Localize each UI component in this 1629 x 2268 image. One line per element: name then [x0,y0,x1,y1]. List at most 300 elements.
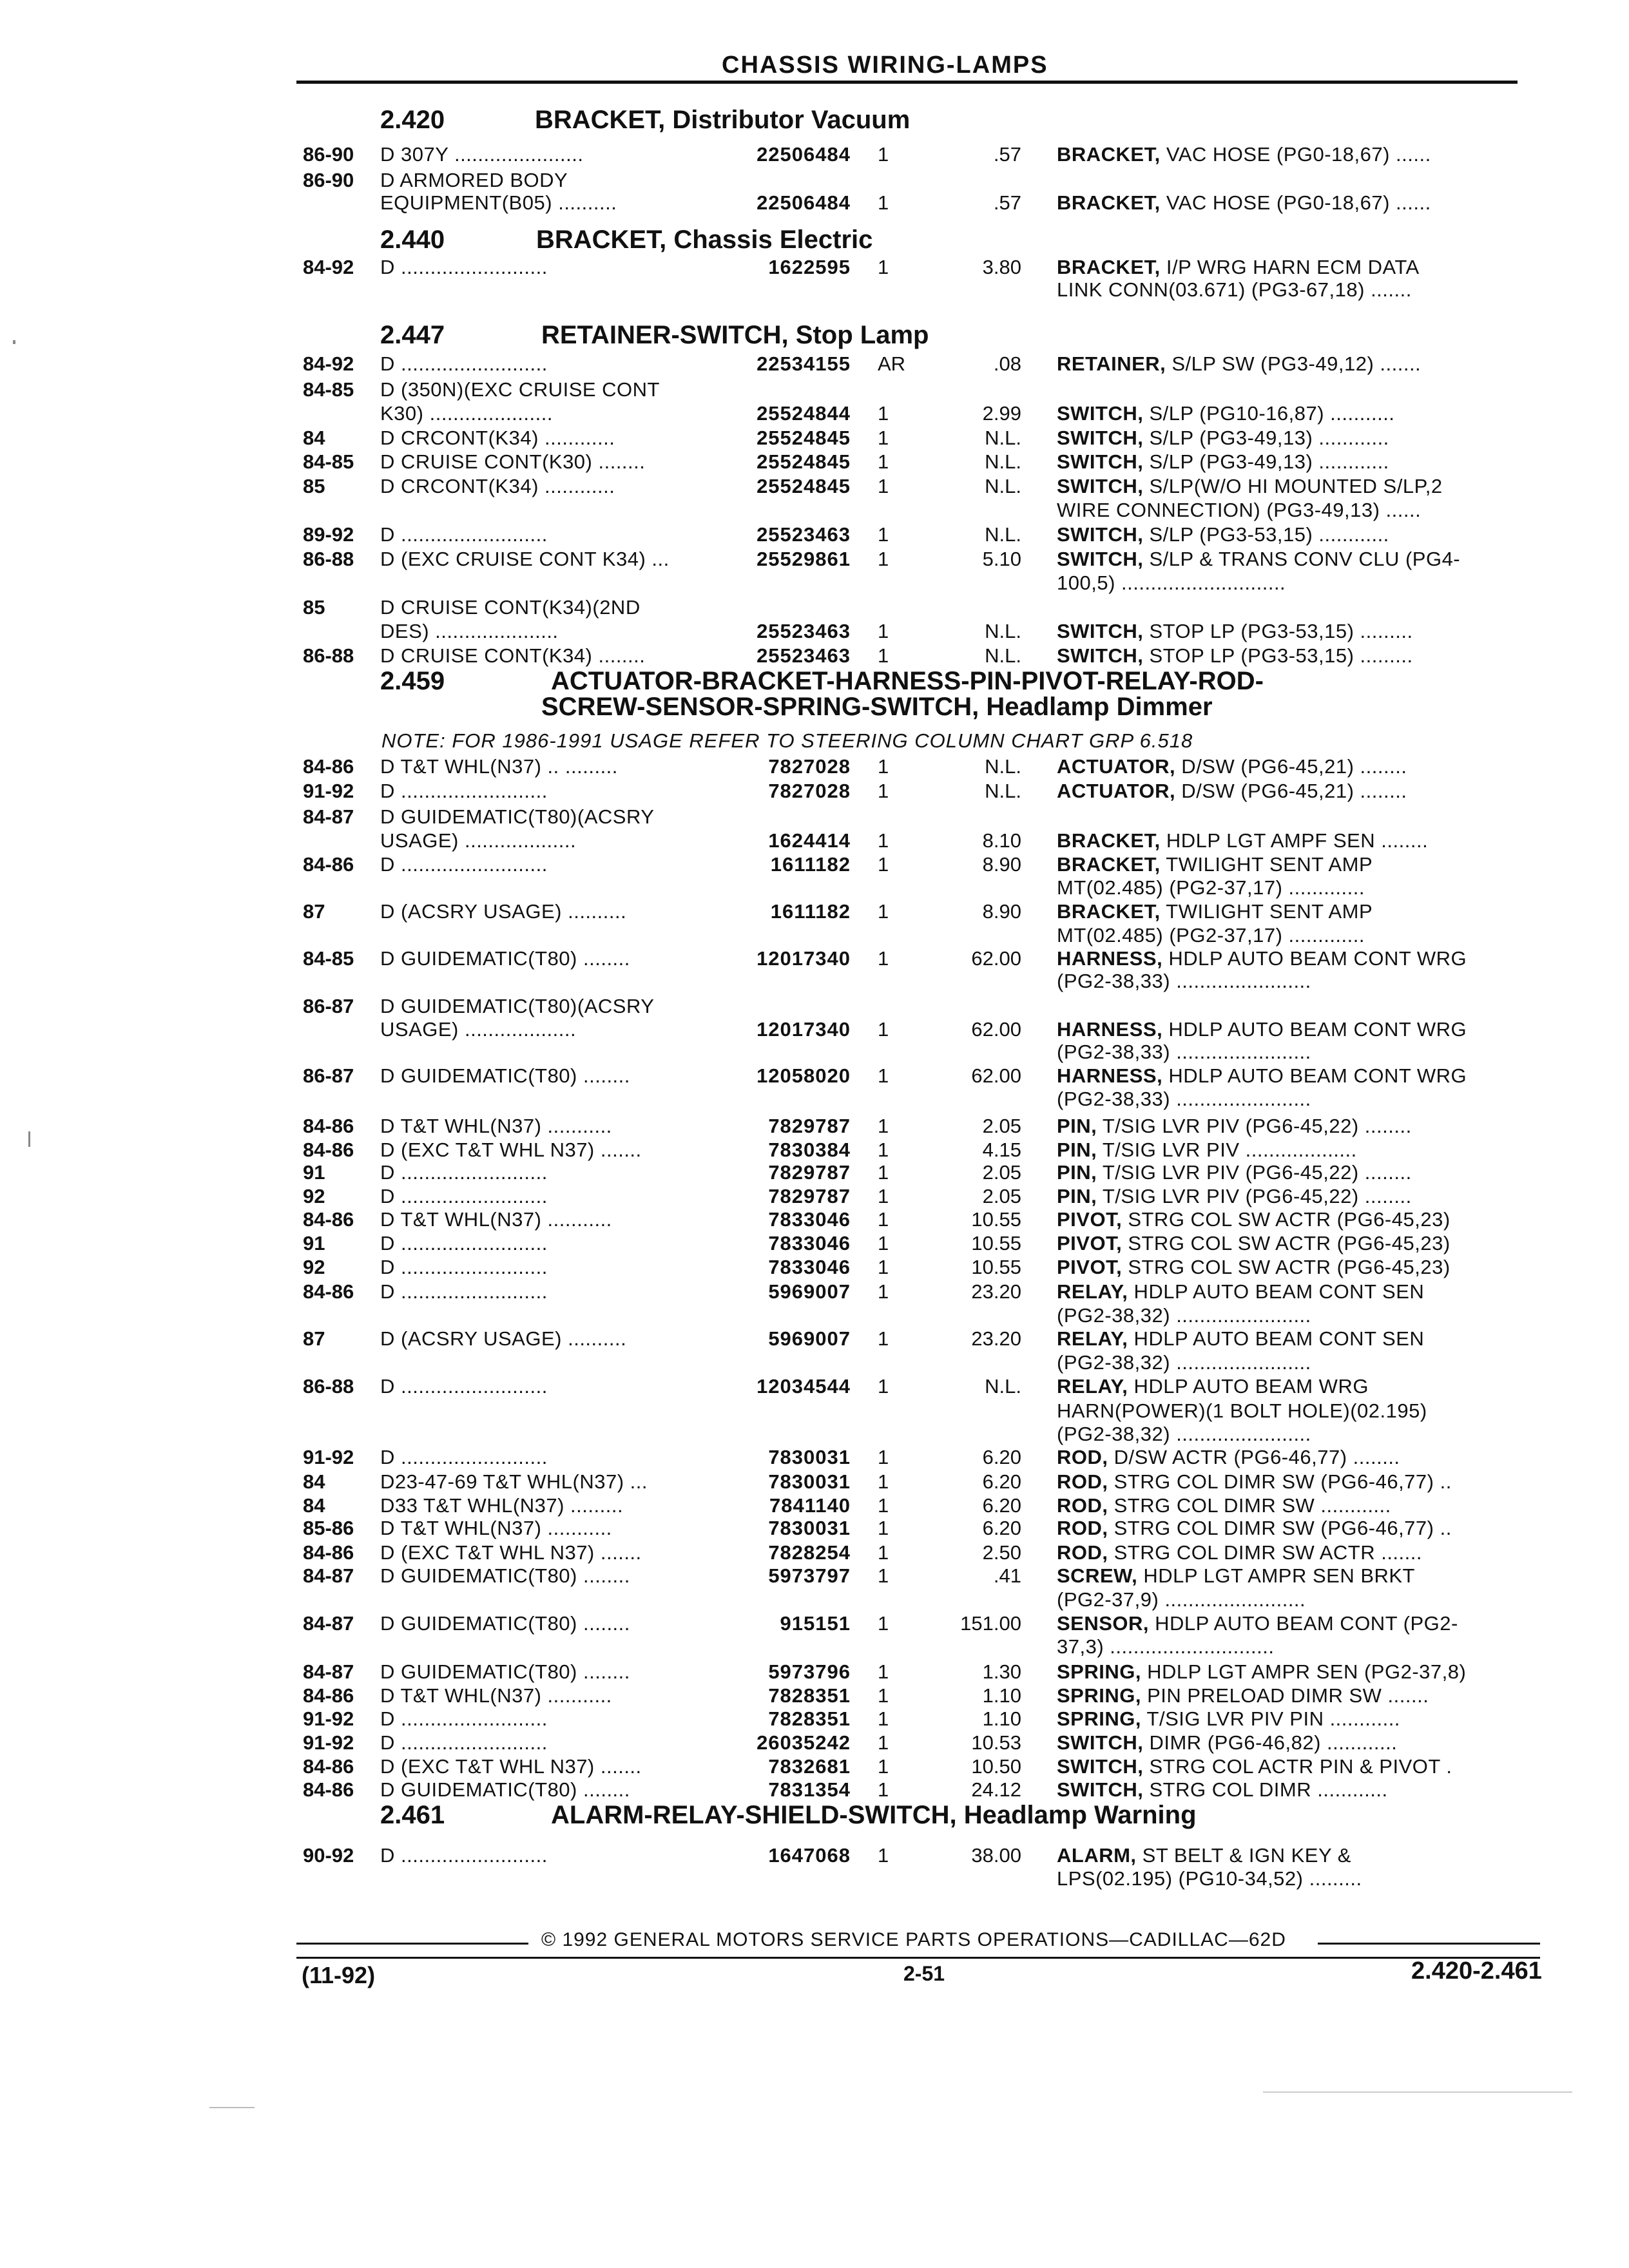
model-years: 84-86 [303,1280,354,1303]
part-remarks [1057,923,1365,948]
table-row [0,1374,1629,1399]
scan-speck [28,1131,30,1147]
table-row [0,1398,1629,1424]
table-row [0,142,1629,168]
part-name: SWITCH, [1057,620,1144,642]
quantity: 1 [878,548,889,570]
remarks-text: S/LP (PG10-16,87) ........... [1143,402,1395,425]
price: N.L. [985,644,1021,667]
part-name: ROD, [1057,1470,1108,1493]
price: 10.55 [971,1232,1021,1254]
quantity: AR [878,352,906,375]
remarks-text: S/LP(W/O HI MOUNTED S/LP,2 [1143,475,1443,497]
model-years: 84-85 [303,378,354,401]
part-remarks [1057,449,1389,475]
price: 6.20 [982,1494,1021,1517]
remarks-text: LINK CONN(03.671) (PG3-67,18) ....... [1057,278,1412,301]
price: 10.53 [971,1731,1021,1754]
usage-note: NOTE: FOR 1986-1991 USAGE REFER TO STEERING COLUMN CHART GRP 6.518 [381,729,1193,752]
usage-description: D23-47-69 T&T WHL(N37) ... [380,1470,648,1493]
table-row [0,401,1629,427]
part-name: ALARM, [1057,1844,1137,1867]
table-row [0,923,1629,948]
remarks-text: HDLP AUTO BEAM CONT WRG [1162,1064,1467,1087]
model-years: 84-86 [303,1684,354,1707]
part-remarks [1057,255,1420,280]
section-title [380,667,1540,725]
section-name: BRACKET, Chassis Electric [536,226,873,254]
usage-description: D ......................... [380,1375,548,1398]
price: N.L. [985,450,1021,473]
quantity: 1 [878,947,889,970]
quantity: 1 [878,829,889,852]
model-years: 84-87 [303,1564,354,1587]
price: 62.00 [971,947,1021,970]
remarks-text: S/LP (PG3-49,13) ............ [1143,450,1389,473]
part-number: 7833046 [768,1256,851,1278]
part-remarks [1057,425,1389,451]
table-row [0,1540,1629,1566]
table-row [0,474,1629,499]
price: 151.00 [960,1612,1021,1635]
part-name: HARNESS, [1057,1018,1163,1041]
model-years: 87 [303,1327,325,1350]
part-remarks [1057,828,1428,854]
usage-description: D GUIDEMATIC(T80) ........ [380,1612,630,1635]
table-row [0,754,1629,780]
price: N.L. [985,475,1021,497]
remarks-text: D/SW (PG6-45,21) ........ [1175,780,1407,802]
price: 2.05 [982,1161,1021,1184]
usage-description: D (EXC T&T WHL N37) ....... [380,1541,642,1564]
part-number: 7830031 [768,1470,851,1493]
table-row [0,1683,1629,1709]
part-number: 7828351 [768,1684,851,1707]
quantity: 1 [878,1139,889,1161]
remarks-text: TWILIGHT SENT AMP [1160,853,1373,876]
table-row [0,1843,1629,1869]
part-remarks [1057,1469,1452,1495]
footer-rule-right [1318,1943,1540,1945]
remarks-text: STRG COL DIMR SW ............ [1108,1494,1391,1517]
remarks-text: (PG2-37,9) ........................ [1057,1588,1306,1611]
table-row [0,595,1629,620]
remarks-text: STRG COL DIMR SW (PG6-46,77) .. [1108,1517,1452,1539]
table-row [0,1350,1629,1376]
model-years: 84-86 [303,1778,354,1801]
part-number: 25523463 [757,523,851,546]
table-row [0,449,1629,475]
quantity: 1 [878,1208,889,1231]
remarks-text: STRG COL SW ACTR (PG6-45,23) [1122,1208,1451,1231]
remarks-text: DIMR (PG6-46,82) ............ [1143,1731,1398,1754]
remarks-text: (PG2-38,32) ....................... [1057,1423,1311,1445]
part-remarks [1057,474,1443,499]
part-remarks [1057,1866,1362,1892]
part-remarks [1057,1754,1452,1780]
model-years: 91-92 [303,1446,354,1468]
part-name: BRACKET, [1057,191,1161,214]
part-remarks [1057,1683,1429,1709]
quantity: 1 [878,755,889,778]
part-remarks [1057,1254,1451,1280]
part-remarks [1057,1706,1400,1732]
part-number: 5969007 [768,1327,851,1350]
part-remarks [1057,1017,1467,1043]
page-header: CHASSIS WIRING-LAMPS [722,52,1048,79]
model-years: 87 [303,900,325,923]
part-name: HARNESS, [1057,947,1163,970]
price: 8.90 [982,900,1021,923]
quantity: 1 [878,1256,889,1278]
remarks-text: STRG COL DIMR ............ [1143,1778,1388,1801]
quantity: 1 [878,1612,889,1635]
part-remarks [1057,497,1421,523]
table-row [0,522,1629,548]
price: 23.20 [971,1327,1021,1350]
part-remarks [1057,1493,1391,1519]
table-row [0,425,1629,451]
usage-description: D 307Y ...................... [380,143,584,166]
part-name: BRACKET, [1057,900,1161,923]
remarks-text: T/SIG LVR PIV ................... [1097,1139,1357,1161]
remarks-text: MT(02.485) (PG2-37,17) ............. [1057,924,1365,947]
usage-description: D CRUISE CONT(K30) ........ [380,450,646,473]
remarks-text: HDLP AUTO BEAM CONT SEN [1128,1327,1425,1350]
model-years: 85 [303,475,325,497]
remarks-text: WIRE CONNECTION) (PG3-49,13) ...... [1057,499,1422,521]
quantity: 1 [878,143,889,166]
table-row [0,778,1629,804]
part-number: 5969007 [768,1280,851,1303]
price: 62.00 [971,1064,1021,1087]
part-remarks [1057,1137,1357,1163]
part-number: 1622595 [768,256,851,278]
table-row [0,1207,1629,1233]
quantity: 1 [878,1541,889,1564]
price: .57 [993,143,1021,166]
part-name: BRACKET, [1057,829,1161,852]
part-name: SWITCH, [1057,1755,1144,1778]
usage-description: D ......................... [380,1844,548,1867]
remarks-text: HDLP LGT AMPF SEN ........ [1160,829,1429,852]
model-years: 84-92 [303,352,354,375]
part-name: RELAY, [1057,1327,1128,1350]
model-years: 90-92 [303,1844,354,1867]
quantity: 1 [878,1232,889,1254]
quantity: 1 [878,900,889,923]
model-years: 86-88 [303,644,354,667]
model-years: 84-87 [303,805,354,828]
quantity: 1 [878,523,889,546]
part-name: SWITCH, [1057,450,1144,473]
part-remarks [1057,1350,1311,1376]
table-row [0,190,1629,216]
price: N.L. [985,780,1021,802]
quantity: 1 [878,1755,889,1778]
price: 6.20 [982,1446,1021,1468]
usage-description: D T&T WHL(N37) .. ......... [380,755,618,778]
part-number: 26035242 [757,1731,851,1754]
quantity: 1 [878,1064,889,1087]
model-years: 84-85 [303,450,354,473]
model-years: 84-86 [303,1115,354,1137]
quantity: 1 [878,620,889,642]
remarks-text: HDLP AUTO BEAM CONT WRG [1162,947,1467,970]
part-number: 5973797 [768,1564,851,1587]
table-row [0,1706,1629,1732]
quantity: 1 [878,1375,889,1398]
usage-description: D33 T&T WHL(N37) ......... [380,1494,624,1517]
table-row [0,1754,1629,1780]
part-name: RELAY, [1057,1280,1128,1303]
table-row [0,828,1629,854]
price: 2.05 [982,1115,1021,1137]
usage-description: D (EXC CRUISE CONT K34) ... [380,548,670,570]
model-years: 86-88 [303,548,354,570]
footer-rule-left [296,1943,528,1945]
price: 1.10 [982,1707,1021,1730]
price: 10.55 [971,1208,1021,1231]
remarks-text: HDLP AUTO BEAM CONT WRG [1162,1018,1467,1041]
table-row [0,1634,1629,1660]
remarks-text: T/SIG LVR PIV PIN ............ [1141,1707,1400,1730]
table-row [0,1469,1629,1495]
price: .41 [993,1564,1021,1587]
part-number: 1611182 [770,900,851,923]
part-remarks [1057,1421,1311,1447]
table-row [0,377,1629,403]
usage-description: D ......................... [380,1256,548,1278]
part-number: 1647068 [768,1844,851,1867]
model-years: 84-87 [303,1660,354,1683]
usage-description: D T&T WHL(N37) ........... [380,1684,612,1707]
usage-description: D ......................... [380,1185,548,1207]
remarks-text: (PG2-38,33) ....................... [1057,1088,1311,1110]
part-remarks [1057,968,1311,994]
price: 5.10 [982,548,1021,570]
part-number: 12034544 [757,1375,851,1398]
table-row [0,1254,1629,1280]
part-name: SPRING, [1057,1660,1141,1683]
part-remarks [1057,351,1421,377]
part-remarks [1057,1207,1451,1233]
scan-speck [13,340,15,344]
part-number: 7841140 [769,1494,851,1517]
table-row [0,619,1629,644]
usage-description: EQUIPMENT(B05) .......... [380,191,617,214]
remarks-text: PIN PRELOAD DIMR SW ....... [1141,1684,1429,1707]
table-row [0,1086,1629,1112]
part-name: SWITCH, [1057,1731,1144,1754]
part-name: ROD, [1057,1541,1108,1564]
part-remarks [1057,1777,1388,1803]
part-name: PIN, [1057,1161,1097,1184]
remarks-text: T/SIG LVR PIV (PG6-45,22) ........ [1097,1115,1412,1137]
part-name: BRACKET, [1057,143,1161,166]
table-row [0,1445,1629,1470]
usage-description: USAGE) ................... [380,829,577,852]
part-number: 7829787 [768,1185,851,1207]
model-years: 86-87 [303,1064,354,1087]
remarks-text: (PG2-38,33) ....................... [1057,970,1311,992]
usage-description: D GUIDEMATIC(T80)(ACSRY [380,805,655,828]
quantity: 1 [878,1660,889,1683]
part-remarks [1057,852,1373,878]
remarks-text: LPS(02.195) (PG10-34,52) ......... [1057,1867,1362,1890]
model-years: 85-86 [303,1517,354,1539]
part-remarks [1057,1843,1351,1869]
model-years: 86-90 [303,143,354,166]
part-number: 25523463 [757,644,851,667]
part-name: PIN, [1057,1139,1097,1161]
usage-description: D ......................... [380,256,548,278]
table-row [0,1515,1629,1541]
part-name: SENSOR, [1057,1612,1150,1635]
remarks-text: I/P WRG HARN ECM DATA [1160,256,1420,278]
footer-copyright: © 1992 GENERAL MOTORS SERVICE PARTS OPERATIONS—CADILLAC—62D [541,1929,1286,1950]
model-years: 84-87 [303,1612,354,1635]
part-name: ROD, [1057,1494,1108,1517]
table-row [0,570,1629,596]
part-number: 25529861 [757,548,851,570]
part-name: SWITCH, [1057,1778,1144,1801]
price: N.L. [985,427,1021,449]
model-years: 91-92 [303,1731,354,1754]
part-remarks [1057,643,1413,669]
table-row [0,1730,1629,1756]
usage-description: D CRCONT(K34) ............ [380,475,615,497]
remarks-text: S/LP (PG3-49,13) ............ [1143,427,1389,449]
usage-description: D ......................... [380,1161,548,1184]
part-remarks [1057,1303,1311,1329]
price: 10.55 [971,1256,1021,1278]
remarks-text: STRG COL ACTR PIN & PIVOT . [1143,1755,1452,1778]
part-number: 7827028 [768,780,851,802]
part-name: ROD, [1057,1517,1108,1539]
usage-description: D GUIDEMATIC(T80) ........ [380,947,630,970]
section-name-continued: SCREW-SENSOR-SPRING-SWITCH, Headlamp Dimmer [541,693,1213,721]
part-remarks [1057,1184,1412,1209]
quantity: 1 [878,1707,889,1730]
part-number: 22534155 [757,352,851,375]
quantity: 1 [878,853,889,876]
price: .57 [993,191,1021,214]
table-row [0,1303,1629,1329]
table-row [0,1659,1629,1685]
part-remarks [1057,1374,1369,1399]
part-remarks [1057,142,1431,168]
table-row [0,994,1629,1019]
part-name: BRACKET, [1057,256,1161,278]
model-years: 84 [303,427,325,449]
quantity: 1 [878,1470,889,1493]
remarks-text: STRG COL DIMR SW (PG6-46,77) .. [1108,1470,1452,1493]
remarks-text: MT(02.485) (PG2-37,17) ............. [1057,876,1365,899]
quantity: 1 [878,780,889,802]
footer-date: (11-92) [302,1962,376,1988]
part-remarks [1057,619,1413,644]
part-number: 7833046 [768,1232,851,1254]
price: 1.30 [982,1660,1021,1683]
part-number: 1611182 [770,853,851,876]
price: 4.15 [982,1139,1021,1161]
quantity: 1 [878,1844,889,1867]
usage-description: D ARMORED BODY [380,169,568,191]
price: 62.00 [971,1018,1021,1041]
usage-description: D GUIDEMATIC(T80) ........ [380,1064,630,1087]
part-name: RETAINER, [1057,352,1166,375]
quantity: 1 [878,427,889,449]
part-name: SWITCH, [1057,427,1144,449]
table-row [0,1231,1629,1256]
part-number: 12017340 [757,947,851,970]
table-row [0,1279,1629,1305]
part-remarks [1057,1563,1415,1589]
table-row [0,968,1629,994]
usage-description: D CRUISE CONT(K34) ........ [380,644,646,667]
model-years: 84 [303,1470,325,1493]
scan-speck [209,2107,255,2108]
model-years: 89-92 [303,523,354,546]
quantity: 1 [878,191,889,214]
part-number: 7827028 [768,755,851,778]
section-number: 2.461 [380,1801,445,1829]
part-name: BRACKET, [1057,853,1161,876]
quantity: 1 [878,1115,889,1137]
usage-description: D ......................... [380,1232,548,1254]
usage-description: D ......................... [380,352,548,375]
quantity: 1 [878,1161,889,1184]
remarks-text: (PG2-38,32) ....................... [1057,1304,1311,1327]
usage-description: D T&T WHL(N37) ........... [380,1115,612,1137]
part-name: SWITCH, [1057,402,1144,425]
part-remarks [1057,1515,1452,1541]
remarks-text: D/SW (PG6-45,21) ........ [1175,755,1407,778]
remarks-text: ST BELT & IGN KEY & [1136,1844,1351,1867]
remarks-text: HDLP AUTO BEAM CONT SEN [1128,1280,1425,1303]
part-number: 7830031 [768,1446,851,1468]
model-years: 84-86 [303,853,354,876]
price: 3.80 [982,256,1021,278]
model-years: 84-86 [303,1208,354,1231]
remarks-text: S/LP (PG3-53,15) ............ [1143,523,1389,546]
part-remarks [1057,546,1460,572]
part-name: SWITCH, [1057,548,1144,570]
remarks-text: STOP LP (PG3-53,15) ......... [1143,644,1413,667]
remarks-text: STOP LP (PG3-53,15) ......... [1143,620,1413,642]
table-row [0,255,1629,280]
part-number: 25523463 [757,620,851,642]
part-number: 7829787 [768,1161,851,1184]
usage-description: D GUIDEMATIC(T80) ........ [380,1660,630,1683]
table-row [0,546,1629,572]
price: 10.50 [971,1755,1021,1778]
part-number: 25524845 [757,450,851,473]
part-number: 7829787 [768,1115,851,1137]
part-name: PIVOT, [1057,1208,1123,1231]
usage-description: D T&T WHL(N37) ........... [380,1517,612,1539]
table-row [0,1184,1629,1209]
price: 8.10 [982,829,1021,852]
part-name: SPRING, [1057,1707,1141,1730]
model-years: 84 [303,1494,325,1517]
part-name: SCREW, [1057,1564,1138,1587]
price: 1.10 [982,1684,1021,1707]
part-remarks [1057,1398,1427,1424]
model-years: 86-87 [303,995,354,1017]
price: N.L. [985,620,1021,642]
